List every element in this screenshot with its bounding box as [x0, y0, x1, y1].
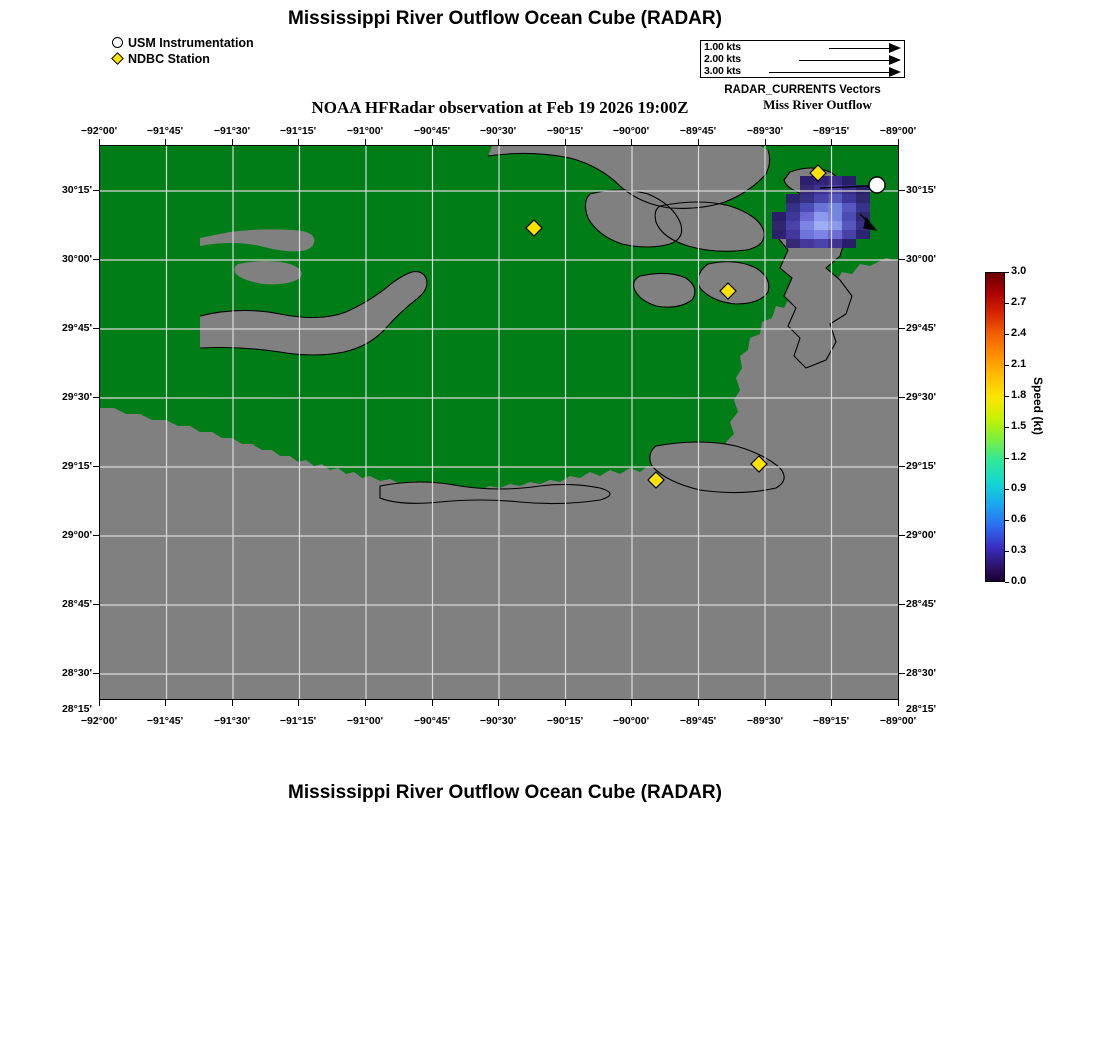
vector-key-arrowhead-1	[889, 43, 901, 53]
marker-legend	[110, 36, 254, 68]
x-tick-label-bottom: −89°30'	[746, 715, 784, 727]
vector-key-line-2	[799, 60, 889, 61]
vector-key-label-2: 2.00 kts	[704, 53, 741, 65]
x-tick-label-top: −91°00'	[346, 125, 384, 137]
x-tick-label-bottom: −90°30'	[479, 715, 517, 727]
x-tick-label-bottom: −91°30'	[213, 715, 251, 727]
x-tick-label-bottom: −92°00'	[80, 715, 118, 727]
vector-key-line-1	[829, 48, 889, 49]
diamond-marker-icon	[110, 52, 128, 67]
x-tick-label-bottom: −89°15'	[812, 715, 850, 727]
circle-marker-icon	[110, 36, 128, 51]
colorbar-gradient	[985, 272, 1005, 582]
region-label: Miss River Outflow	[763, 97, 872, 112]
x-tick-label-top: −91°45'	[146, 125, 184, 137]
x-tick-label-bottom: −89°00'	[879, 715, 917, 727]
x-tick-label-bottom: −90°00'	[612, 715, 650, 727]
legend-label-ndbc: NDBC Station	[128, 52, 210, 66]
y-tick-label-right: 29°30'	[906, 391, 937, 403]
y-tick-label-right: 30°15'	[906, 184, 937, 196]
y-tick-label-left: 29°45'	[61, 322, 92, 334]
y-tick-label-left: 28°30'	[61, 667, 92, 679]
x-tick-label-bottom: −91°45'	[146, 715, 184, 727]
x-tick-label-bottom: −90°15'	[546, 715, 584, 727]
legend-label-usm: USM Instrumentation	[128, 36, 254, 50]
x-tick-label-bottom: −89°45'	[679, 715, 717, 727]
footer-title: Mississippi River Outflow Ocean Cube (RADAR)	[288, 782, 722, 803]
colorbar-tick-label: 2.7	[1011, 296, 1027, 308]
colorbar-tick-label: 2.4	[1011, 327, 1027, 339]
y-tick-label-right: 28°15'	[906, 703, 937, 715]
x-tick-label-top: −90°45'	[413, 125, 451, 137]
colorbar-tick-label: 1.2	[1011, 451, 1027, 463]
colorbar-title: Speed (kt)	[1031, 377, 1045, 436]
observation-subtitle: NOAA HFRadar observation at Feb 19 2026 19:00Z	[311, 98, 689, 117]
x-tick-label-bottom: −91°15'	[279, 715, 317, 727]
y-tick-label-left: 28°15'	[61, 703, 92, 715]
vector-key-line-3	[769, 72, 889, 73]
usm-instrumentation-marker	[869, 177, 885, 193]
y-tick-label-right: 28°45'	[906, 598, 937, 610]
x-tick-label-top: −90°15'	[546, 125, 584, 137]
vector-key-arrowhead-2	[889, 55, 901, 65]
colorbar-tick-label: 0.9	[1011, 482, 1027, 494]
y-tick-label-left: 30°15'	[61, 184, 92, 196]
vector-key-row-3	[701, 66, 906, 79]
x-tick-label-top: −89°00'	[879, 125, 917, 137]
x-tick-label-top: −90°30'	[479, 125, 517, 137]
colorbar-tick-label: 0.6	[1011, 513, 1027, 525]
vector-key-caption: RADAR_CURRENTS Vectors	[724, 84, 881, 96]
colorbar-tick-label: 2.1	[1011, 358, 1027, 370]
x-tick-label-bottom: −91°00'	[346, 715, 384, 727]
x-tick-label-top: −90°00'	[612, 125, 650, 137]
map-canvas[interactable]	[99, 145, 899, 700]
vector-key-label-1: 1.00 kts	[704, 41, 741, 53]
y-tick-label-right: 29°45'	[906, 322, 937, 334]
x-tick-label-top: −89°30'	[746, 125, 784, 137]
legend-item-ndbc	[110, 52, 254, 67]
y-tick-label-left: 30°00'	[61, 253, 92, 265]
page-title: Mississippi River Outflow Ocean Cube (RADAR)	[288, 8, 722, 29]
colorbar-tick-label: 3.0	[1011, 265, 1027, 277]
x-tick-label-top: −89°15'	[812, 125, 850, 137]
vector-scale-key	[700, 40, 905, 78]
x-tick-label-top: −91°30'	[213, 125, 251, 137]
x-tick-label-bottom: −90°45'	[413, 715, 451, 727]
y-tick-label-right: 29°15'	[906, 460, 937, 472]
y-tick-label-left: 29°00'	[61, 529, 92, 541]
y-tick-label-right: 29°00'	[906, 529, 937, 541]
vector-key-label-3: 3.00 kts	[704, 65, 741, 77]
x-tick-label-top: −89°45'	[679, 125, 717, 137]
colorbar-tick-label: 1.5	[1011, 420, 1027, 432]
y-tick-label-left: 28°45'	[61, 598, 92, 610]
legend-item-usm	[110, 36, 254, 51]
y-tick-label-right: 30°00'	[906, 253, 937, 265]
colorbar-tick-label: 0.0	[1011, 575, 1027, 587]
x-tick-label-top: −91°15'	[279, 125, 317, 137]
colorbar-tick-label: 0.3	[1011, 544, 1027, 556]
colorbar-tick-label: 1.8	[1011, 389, 1027, 401]
y-tick-label-left: 29°15'	[61, 460, 92, 472]
x-tick-label-top: −92°00'	[80, 125, 118, 137]
y-tick-label-left: 29°30'	[61, 391, 92, 403]
y-tick-label-right: 28°30'	[906, 667, 937, 679]
vector-key-arrowhead-3	[889, 67, 901, 77]
